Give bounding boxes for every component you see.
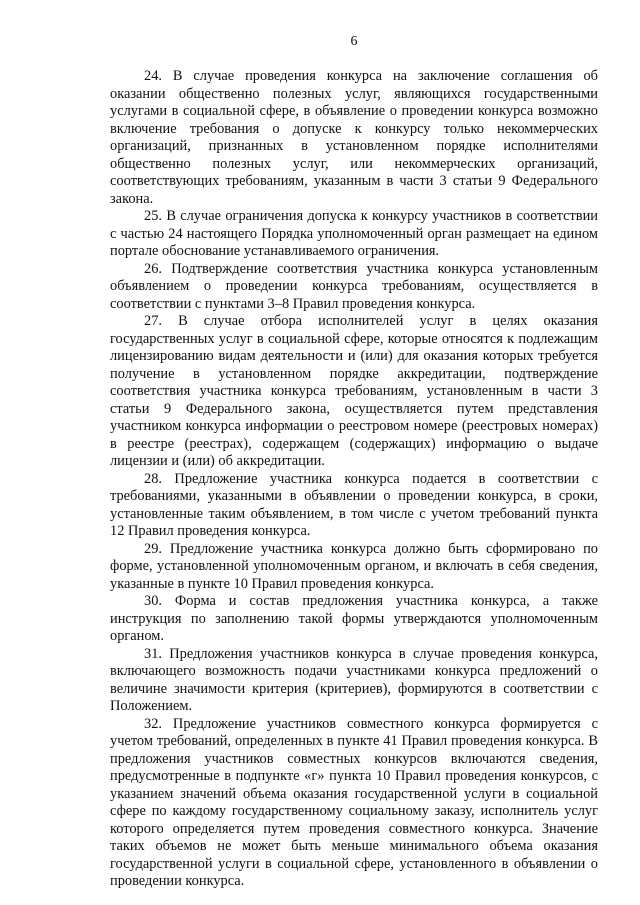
paragraph-30: 30. Форма и состав предложения участника конкурса, а также инструкция по заполнению такой формы утверждаются уполномоченным органом. — [110, 593, 598, 644]
paragraph-31: 31. Предложения участников конкурса в случае проведения конкурса, включающего возможность подачи участниками конкурса предложений о величине значимости критерия (критериев), формируются в соответствии с Положением. — [110, 645, 598, 714]
paragraph-27: 27. В случае отбора исполнителей услуг в целях оказания государственных услуг в социальной сфере, которые относятся к подлежащим лицензированию видам деятельности и (или) для оказания которых требуется получение в установленном порядке аккредитации, подтверждение соответствия участника конкурса требованиям, установленным в части 3 статьи 9 Федерального закона, осуществляется путем представления участником конкурса информации о реестровом номере (реестровых номерах) в реестре (реестрах), содержащем (содержащих) информацию о выдаче лицензии и (или) об аккредитации. — [110, 313, 598, 469]
paragraph-25: 25. В случае ограничения допуска к конкурсу участников в соответствии с частью 24 настоящего Порядка уполномоченный орган размещает на едином портале обоснование устанавливаемого ограничения. — [110, 208, 598, 259]
paragraph-26: 26. Подтверждение соответствия участника конкурса установленным объявлением о проведении конкурса требованиям, осуществляется в соответствии с пунктами 3–8 Правил проведения конкурса. — [110, 260, 598, 312]
paragraph-28: 28. Предложение участника конкурса подается в соответствии с требованиями, указанными в объявлении о проведении конкурса, в сроки, установленные таким объявлением, в том числе с учетом требований пункта 12 Правил проведения конкурса. — [110, 470, 598, 539]
document-body — [110, 68, 598, 891]
paragraph-29: 29. Предложение участника конкурса должно быть сформировано по форме, установленной уполномоченным органом, и включать в себя сведения, указанные в пункте 10 Правил проведения конкурса. — [110, 540, 598, 592]
page-number: 6 — [350, 34, 358, 49]
paragraph-32: 32. Предложение участников совместного конкурса формируется с учетом требований, определенных в пункте 41 Правил проведения конкурса. В предложения участников совместных конкурсов включаются сведения, предусмотренные в подпункте «г» пункта 10 Правил проведения конкурсов, с указанием значений объема оказания государственной услуги в социальной сфере по каждому государственному социальному заказу, исполнитель услуг которого определяется путем проведения совместного конкурса. Значение таких объемов не может быть меньше минимального объема оказания государственной услуги в социальной сфере, установленного в объявлении о проведении конкурса. — [110, 715, 598, 889]
paragraph-24: 24. В случае проведения конкурса на заключение соглашения об оказании общественно полезных услуг, являющихся государственными услугами в социальной сфере, в объявление о проведении конкурса возможно включение требования о допуске к конкурсу только некоммерческих организаций, признанных в установленном порядке исполнителями общественно полезных услуг, или некоммерческих организаций, соответствующих требованиям, указанным в части 3 статьи 9 Федерального закона. — [110, 68, 598, 207]
